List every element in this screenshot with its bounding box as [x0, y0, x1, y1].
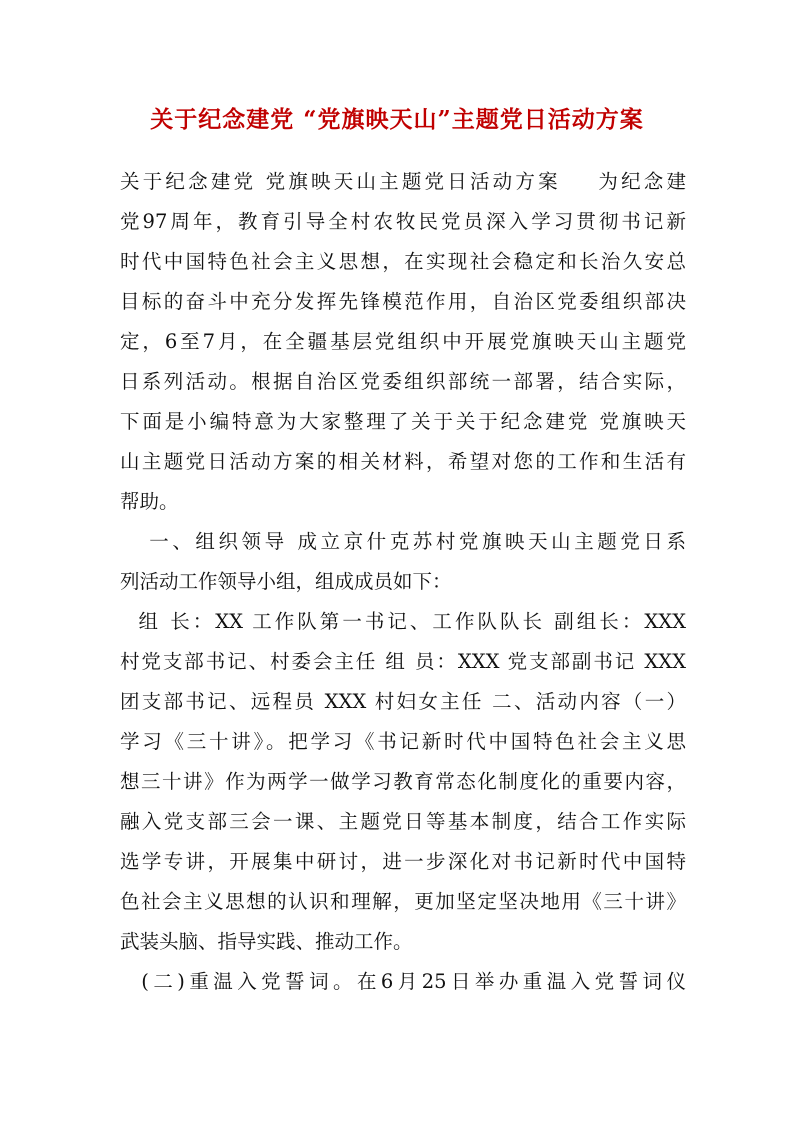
- paragraph-line: 时代中国特色社会主义思想，在实现社会稳定和长治久安总: [120, 250, 686, 273]
- paragraph-line: 一、组织领导 成立京什克苏村党旗映天山主题党日系: [120, 530, 686, 553]
- paragraph-line: 想三十讲》作为两学一做学习教育常态化制度化的重要内容，: [120, 770, 686, 793]
- paragraph-line: 下面是小编特意为大家整理了关于关于纪念建党 党旗映天: [120, 410, 686, 433]
- paragraph-line: 选学专讲，开展集中研讨，进一步深化对书记新时代中国特: [120, 850, 686, 873]
- paragraph-line: 融入党支部三会一课、主题党日等基本制度，结合工作实际: [120, 810, 686, 833]
- paragraph-line: (二)重温入党誓词。在6月25日举办重温入党誓词仪: [120, 970, 686, 993]
- paragraph-line: 定，6至7月，在全疆基层党组织中开展党旗映天山主题党: [120, 330, 686, 353]
- paragraph-line: 山主题党日活动方案的相关材料，希望对您的工作和生活有: [120, 450, 686, 473]
- paragraph-line: 日系列活动。根据自治区党委组织部统一部署，结合实际，: [120, 370, 686, 393]
- paragraph-line: 目标的奋斗中充分发挥先锋模范作用，自治区党委组织部决: [120, 290, 686, 313]
- paragraph-line: 列活动工作领导小组，组成成员如下：: [120, 570, 452, 593]
- paragraph-line: 村党支部书记、村委会主任 组 员：XXX 党支部副书记 XXX: [120, 650, 686, 673]
- paragraph-line: 学习《三十讲》。把学习《书记新时代中国特色社会主义思: [120, 730, 686, 753]
- paragraph-line: 关于纪念建党 党旗映天山主题党日活动方案 为纪念建: [120, 170, 686, 193]
- paragraph-line: 党97周年，教育引导全村农牧民党员深入学习贯彻书记新: [120, 210, 686, 233]
- document-title: 关于纪念建党 “党旗映天山”主题党日活动方案: [150, 106, 644, 133]
- paragraph-line: 帮助。: [120, 490, 179, 513]
- document-body: [120, 162, 686, 1002]
- paragraph-line: 组 长：XX 工作队第一书记、工作队队长 副组长：XXX: [120, 610, 686, 633]
- paragraph-line: 色社会主义思想的认识和理解，更加坚定坚决地用《三十讲》: [120, 890, 686, 913]
- paragraph-line: 武装头脑、指导实践、推动工作。: [120, 930, 413, 953]
- paragraph-line: 团支部书记、远程员 XXX 村妇女主任 二、活动内容（一）: [120, 690, 686, 713]
